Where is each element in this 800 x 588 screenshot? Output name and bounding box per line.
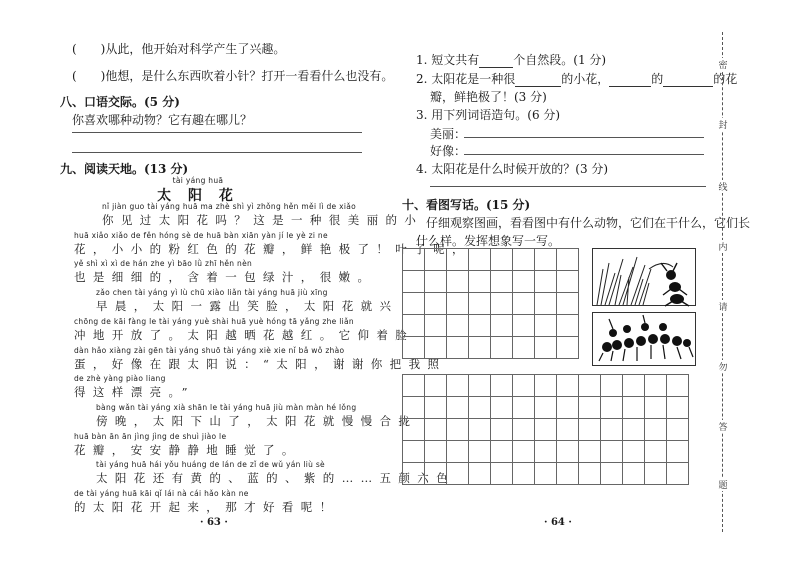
grid-cell[interactable]: [491, 249, 513, 271]
grid-cell[interactable]: [491, 293, 513, 315]
grid-cell[interactable]: [469, 315, 491, 337]
q2-text-d: 的花: [713, 72, 738, 86]
grid-cell[interactable]: [601, 419, 623, 441]
grid-cell[interactable]: [557, 249, 579, 271]
q4-answer-line[interactable]: [430, 186, 706, 187]
grid-cell[interactable]: [667, 397, 689, 419]
grid-cell[interactable]: [579, 441, 601, 463]
passage-text-line: 花，小小的粉红色的花瓣，鲜艳极了！叶子呢，: [74, 241, 471, 256]
grid-cell[interactable]: [667, 441, 689, 463]
q1-text-a: 1. 短文共有: [416, 53, 480, 67]
passage-pinyin-line: de zhè yàng piào liang: [74, 374, 166, 384]
right-page: [396, 0, 800, 588]
seal-char: 封: [716, 118, 730, 131]
grid-cell[interactable]: [667, 375, 689, 397]
grid-cell[interactable]: [425, 249, 447, 271]
passage-pinyin-line: huā bàn ān ān jìng jìng de shuì jiào le: [74, 431, 227, 441]
passage-text-line: 冲地开放了。太阳越晒花越红。它仰着脸: [74, 327, 415, 342]
grid-cell[interactable]: [601, 375, 623, 397]
grid-cell[interactable]: [403, 293, 425, 315]
grid-cell[interactable]: [491, 271, 513, 293]
grid-cell[interactable]: [425, 441, 447, 463]
grid-cell[interactable]: [623, 419, 645, 441]
grid-cell[interactable]: [447, 271, 469, 293]
grid-cell[interactable]: [425, 397, 447, 419]
q4: 4. 太阳花是什么时候开放的？(3 分): [416, 162, 609, 176]
q3-answer-line-1[interactable]: [464, 137, 704, 138]
grid-cell[interactable]: [469, 271, 491, 293]
grid-cell[interactable]: [557, 419, 579, 441]
q2-text-a: 2. 太阳花是一种很: [416, 72, 516, 86]
grid-cell[interactable]: [645, 419, 667, 441]
grid-cell[interactable]: [425, 463, 447, 485]
q2-blank-1[interactable]: [515, 76, 561, 87]
grid-cell[interactable]: [513, 397, 535, 419]
seal-char: 题: [716, 478, 730, 491]
grid-cell[interactable]: [403, 315, 425, 337]
grid-cell[interactable]: [535, 293, 557, 315]
grid-cell[interactable]: [645, 463, 667, 485]
q3: 3. 用下列词语造句。(6 分): [416, 108, 561, 122]
grid-cell[interactable]: [623, 463, 645, 485]
q3-answer-line-2[interactable]: [464, 154, 704, 155]
passage-title: 太 阳 花: [157, 188, 239, 204]
grid-cell[interactable]: [447, 375, 469, 397]
passage-text-line: 太阳花还有黄的、蓝的、紫的……五颜六色: [96, 471, 456, 486]
grid-cell[interactable]: [645, 441, 667, 463]
passage-pinyin-line: huā xiǎo xiǎo de fěn hóng sè de huā bàn xiān yàn jí le yè zi ne: [74, 230, 328, 240]
q2-line-1: [416, 70, 737, 87]
grid-cell[interactable]: [667, 419, 689, 441]
grid-cell[interactable]: [403, 375, 425, 397]
grid-row: [403, 419, 689, 441]
q2-text-c: 的: [651, 72, 664, 86]
grid-cell[interactable]: [447, 397, 469, 419]
grid-cell[interactable]: [557, 337, 579, 359]
grid-cell[interactable]: [469, 337, 491, 359]
grid-cell[interactable]: [601, 397, 623, 419]
q3-word-2: 好像：: [430, 144, 467, 158]
grid-row: [403, 271, 579, 293]
grid-cell[interactable]: [535, 463, 557, 485]
grid-cell[interactable]: [667, 463, 689, 485]
grid-cell[interactable]: [403, 337, 425, 359]
binding-strip: [712, 0, 734, 588]
grid-cell[interactable]: [557, 441, 579, 463]
q7-line-2: ( )他想，是什么东西吹着小针？打开一看看什么也没有。: [72, 69, 394, 83]
grid-cell[interactable]: [535, 441, 557, 463]
grid-cell[interactable]: [447, 249, 469, 271]
grid-cell[interactable]: [623, 397, 645, 419]
q9-title: 九、阅读天地。(13 分): [60, 162, 189, 176]
grid-cell[interactable]: [447, 441, 469, 463]
grid-cell[interactable]: [645, 397, 667, 419]
q10-title: 十、看图写话。(15 分): [402, 198, 531, 212]
grid-cell[interactable]: [469, 293, 491, 315]
passage-pinyin-line: bàng wǎn tài yáng xià shān le tài yáng huā jiù màn màn hé lǒng: [96, 402, 357, 412]
grid-cell[interactable]: [535, 419, 557, 441]
grid-cell[interactable]: [491, 337, 513, 359]
grid-cell[interactable]: [579, 375, 601, 397]
passage-text-line: 的太阳花开起来，那才好看呢！: [74, 500, 339, 514]
grid-cell[interactable]: [403, 397, 425, 419]
q2-blank-3[interactable]: [663, 76, 713, 87]
grid-cell[interactable]: [491, 441, 513, 463]
q8-title: 八、口语交际。(5 分): [60, 95, 180, 109]
passage-title-pinyin: tài yáng huā: [172, 176, 224, 185]
grid-cell[interactable]: [601, 463, 623, 485]
q8-question: 你喜欢哪种动物？它有趣在哪儿？: [72, 113, 253, 127]
grid-cell[interactable]: [447, 337, 469, 359]
grid-row: [403, 315, 579, 337]
answer-line[interactable]: [72, 152, 362, 153]
passage-text-line: 傍晚，太阳下山了，太阳花就慢慢合拢: [96, 413, 418, 428]
grid-cell[interactable]: [535, 337, 557, 359]
grid-cell[interactable]: [425, 419, 447, 441]
grid-cell[interactable]: [447, 419, 469, 441]
grid-cell[interactable]: [513, 463, 535, 485]
seal-line: [722, 32, 723, 532]
grid-cell[interactable]: [557, 293, 579, 315]
grid-cell[interactable]: [513, 375, 535, 397]
grid-cell[interactable]: [513, 441, 535, 463]
grid-cell[interactable]: [469, 463, 491, 485]
seal-char: 密: [716, 58, 730, 71]
writing-grid-lower[interactable]: [402, 374, 689, 485]
grid-cell[interactable]: [513, 419, 535, 441]
passage-text-line: 也是细细的，含着一包绿汁，很嫩。: [74, 270, 377, 285]
grid-cell[interactable]: [425, 293, 447, 315]
passage-text-line: 花瓣，安安静静地睡觉了。: [74, 442, 301, 457]
grid-row: [403, 337, 579, 359]
answer-line[interactable]: [72, 132, 362, 133]
grid-cell[interactable]: [601, 441, 623, 463]
passage-text-line: 早晨，太阳一露出笑脸，太阳花就兴: [96, 299, 399, 314]
grid-cell[interactable]: [469, 397, 491, 419]
grid-cell[interactable]: [557, 375, 579, 397]
grid-cell[interactable]: [425, 337, 447, 359]
grid-cell[interactable]: [425, 315, 447, 337]
grid-cell[interactable]: [447, 463, 469, 485]
grid-row: [403, 441, 689, 463]
grid-cell[interactable]: [403, 271, 425, 293]
grid-row: [403, 397, 689, 419]
grid-cell[interactable]: [491, 375, 513, 397]
q1-blank[interactable]: [479, 57, 513, 68]
grid-cell[interactable]: [513, 271, 535, 293]
q2-blank-2[interactable]: [609, 76, 651, 87]
grid-cell[interactable]: [579, 419, 601, 441]
grid-cell[interactable]: [469, 249, 491, 271]
grid-cell[interactable]: [447, 315, 469, 337]
grid-cell[interactable]: [447, 293, 469, 315]
q10-instruction-1: 仔细观察图画，看看图中有什么动物，它们在干什么，它们长: [426, 216, 751, 230]
passage-pinyin-line: zǎo chen tài yáng yì lù chū xiào liǎn tài yáng huā jiù xīng: [96, 288, 328, 298]
grid-cell[interactable]: [535, 375, 557, 397]
grid-cell[interactable]: [513, 249, 535, 271]
grid-cell[interactable]: [557, 315, 579, 337]
grid-row: [403, 249, 579, 271]
grid-row: [403, 463, 689, 485]
seal-char: 勿: [716, 360, 730, 373]
grid-cell[interactable]: [425, 271, 447, 293]
grid-cell[interactable]: [403, 249, 425, 271]
q1: [416, 51, 606, 68]
seal-char: 请: [716, 300, 730, 313]
seal-char: 内: [716, 240, 730, 253]
picture-ants-marching: [592, 312, 696, 366]
grid-cell[interactable]: [535, 397, 557, 419]
passage-pinyin-line: de tài yáng huā kāi qǐ lái nà cái hǎo kàn ne: [74, 489, 249, 498]
page-number-64: · 64 ·: [544, 517, 572, 528]
grid-cell[interactable]: [535, 315, 557, 337]
q2-line-2: 瓣，鲜艳极了！(3 分): [430, 90, 547, 104]
writing-grid-upper[interactable]: [402, 248, 579, 359]
grid-cell[interactable]: [513, 337, 535, 359]
grid-row: [403, 293, 579, 315]
q3-word-1: 美丽：: [430, 127, 467, 141]
passage-pinyin-line: nǐ jiàn guo tài yáng huā ma zhè shì yì zhǒng hěn měi lì de xiǎo: [102, 202, 357, 211]
page-number-63: · 63 ·: [200, 517, 228, 528]
grid-row: [403, 375, 689, 397]
grid-cell[interactable]: [491, 397, 513, 419]
grid-cell[interactable]: [579, 397, 601, 419]
passage-pinyin-line: dàn hǎo xiàng zài gēn tài yáng shuō tài yáng xiè xie nǐ bǎ wǒ zhào: [74, 345, 345, 355]
q7-line-1: ( )从此，他开始对科学产生了兴趣。: [72, 42, 286, 56]
grid-cell[interactable]: [403, 419, 425, 441]
ant-grass-drawing: [593, 249, 697, 307]
grid-cell[interactable]: [513, 293, 535, 315]
grid-cell[interactable]: [557, 271, 579, 293]
grid-cell[interactable]: [557, 397, 579, 419]
grid-cell[interactable]: [403, 441, 425, 463]
grid-cell[interactable]: [491, 463, 513, 485]
passage-pinyin-line: tài yáng huā hái yǒu huáng de lán de zǐ de wǔ yán liù sè: [96, 460, 325, 470]
grid-cell[interactable]: [535, 271, 557, 293]
grid-cell[interactable]: [469, 375, 491, 397]
grid-cell[interactable]: [535, 249, 557, 271]
grid-cell[interactable]: [469, 441, 491, 463]
passage-text-line: 蛋，好像在跟太阳说：“太阳，谢谢你把我照: [74, 356, 447, 371]
q10-instruction-2: 什么样。发挥想象写一写。: [416, 234, 561, 248]
ants-drawing: [593, 313, 697, 367]
grid-cell[interactable]: [579, 463, 601, 485]
passage-pinyin-line: yě shì xì xì de hán zhe yì bāo lǜ zhī hěn nèn: [74, 259, 253, 269]
grid-cell[interactable]: [491, 419, 513, 441]
grid-cell[interactable]: [623, 375, 645, 397]
seal-char: 线: [716, 180, 730, 193]
grid-cell[interactable]: [513, 315, 535, 337]
grid-cell[interactable]: [425, 375, 447, 397]
grid-cell[interactable]: [645, 375, 667, 397]
grid-cell[interactable]: [491, 315, 513, 337]
q1-text-b: 个自然段。(1 分): [513, 53, 607, 67]
grid-cell[interactable]: [557, 463, 579, 485]
passage-text-line: 得这样漂亮。”: [74, 385, 195, 400]
grid-cell[interactable]: [469, 419, 491, 441]
picture-ant-grass: [592, 248, 696, 306]
grid-cell[interactable]: [623, 441, 645, 463]
seal-char: 答: [716, 420, 730, 433]
q2-text-b: 的小花，: [561, 72, 610, 86]
passage-text-line: 你见过太阳花吗？这是一种很美丽的小: [102, 213, 424, 227]
passage-pinyin-line: chōng de kāi fàng le tài yáng yuè shài huā yuè hóng tā yǎng zhe liǎn: [74, 316, 354, 326]
grid-cell[interactable]: [403, 463, 425, 485]
